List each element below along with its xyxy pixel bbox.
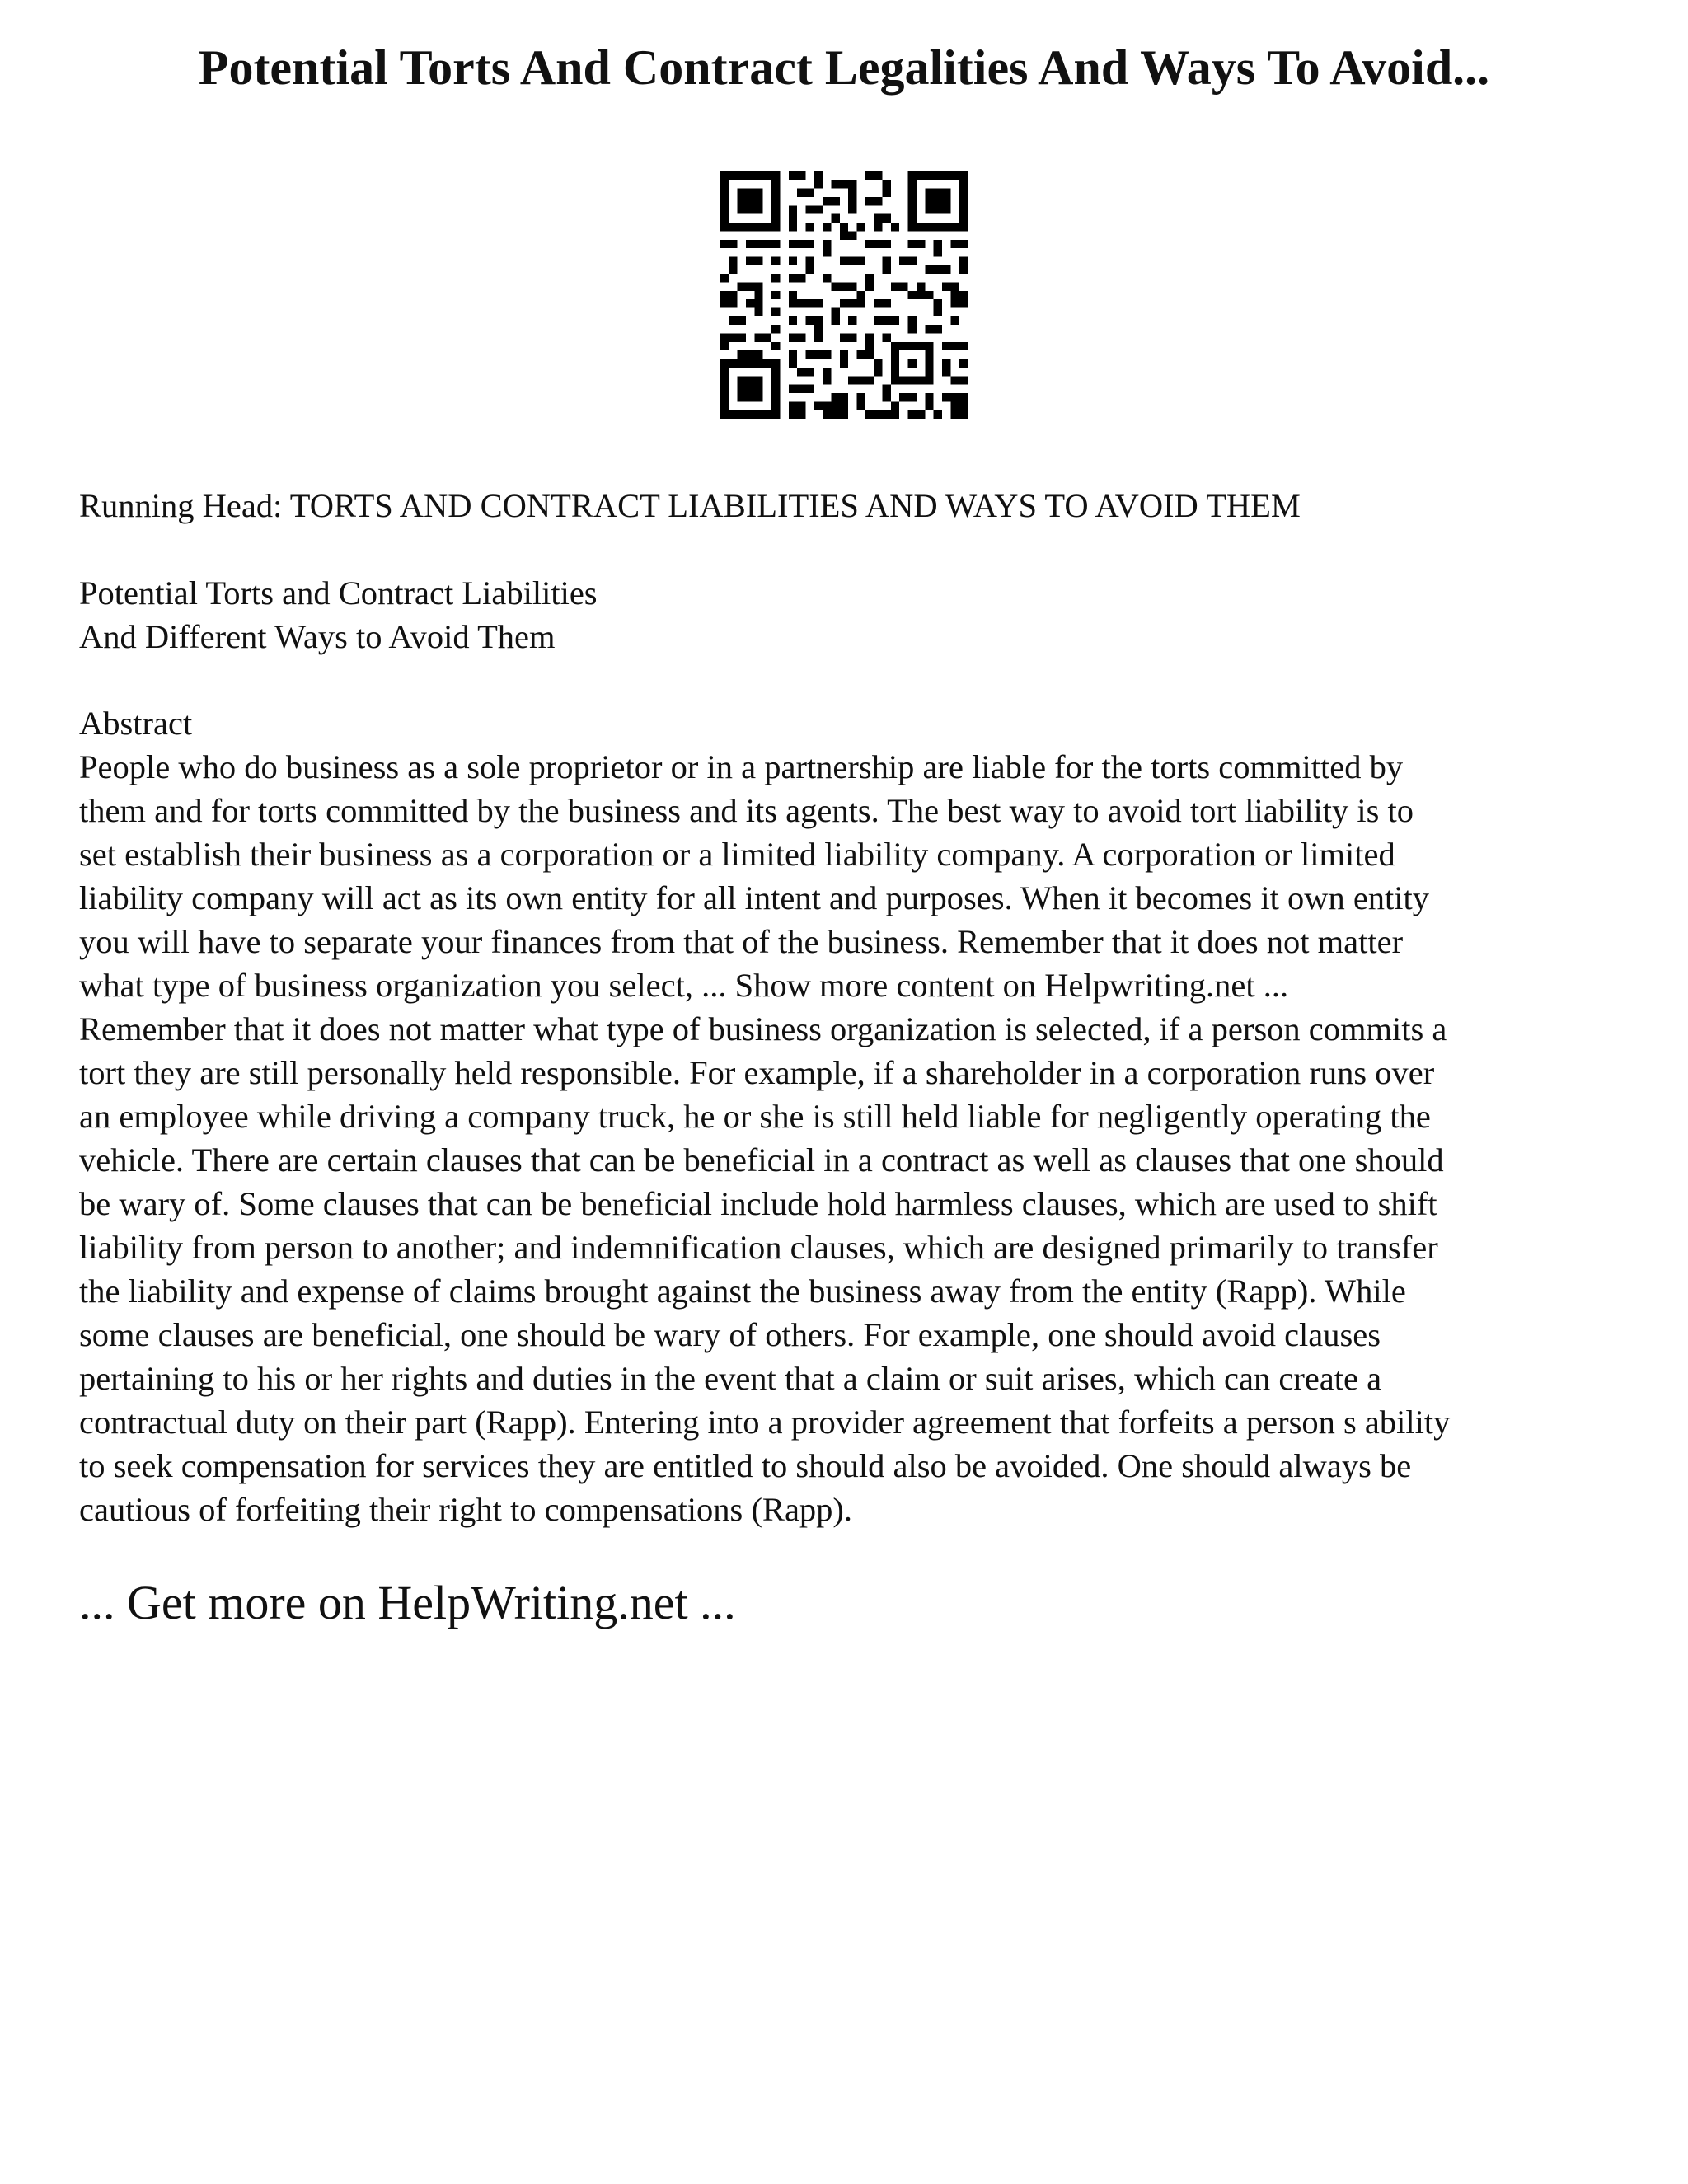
document-subtitle: [79, 571, 1620, 658]
subtitle-line: And Different Ways to Avoid Them: [79, 618, 556, 655]
abstract-body: [79, 745, 1633, 1531]
abstract-line: an employee while driving a company truck, he or she is still held liable for negligently operating the: [79, 1098, 1431, 1135]
get-more-link[interactable]: ... Get more on HelpWriting.net ...: [79, 1576, 736, 1629]
abstract-line: Remember that it does not matter what type of business organization is selected, if a person commits a: [79, 1010, 1447, 1047]
subtitle-line: Potential Torts and Contract Liabilities: [79, 574, 598, 612]
abstract-line: pertaining to his or her rights and duties in the event that a claim or suit arises, which can create a: [79, 1360, 1382, 1397]
abstract-line: them and for torts committed by the business and its agents. The best way to avoid tort liability is to: [79, 792, 1414, 829]
abstract-line: to seek compensation for services they are entitled to should also be avoided. One should always be: [79, 1447, 1412, 1484]
abstract-line: what type of business organization you select, ... Show more content on Helpwriting.net ...: [79, 967, 1289, 1004]
abstract-line: some clauses are beneficial, one should be wary of others. For example, one should avoid clauses: [79, 1316, 1381, 1353]
abstract-line: be wary of. Some clauses that can be beneficial include hold harmless clauses, which are used to shift: [79, 1185, 1437, 1222]
abstract-line: you will have to separate your finances from that of the business. Remember that it does not matter: [79, 923, 1404, 960]
abstract-line: vehicle. There are certain clauses that can be beneficial in a contract as well as clauses that one should: [79, 1141, 1444, 1179]
abstract-line: tort they are still personally held responsible. For example, if a shareholder in a corporation runs over: [79, 1054, 1435, 1091]
abstract-line: People who do business as a sole proprietor or in a partnership are liable for the torts committed by: [79, 748, 1404, 785]
abstract-line: cautious of forfeiting their right to compensations (Rapp).: [79, 1491, 853, 1528]
abstract-line: liability company will act as its own entity for all intent and purposes. When it becomes it own entity: [79, 879, 1430, 916]
abstract-line: set establish their business as a corporation or a limited liability company. A corporation or limited: [79, 836, 1395, 873]
qr-code-icon: [720, 171, 968, 419]
document-title: Potential Torts And Contract Legalities And Ways To Avoid...: [198, 40, 1490, 95]
abstract-line: the liability and expense of claims brought against the business away from the entity (Rapp). While: [79, 1272, 1406, 1310]
running-head: Running Head: TORTS AND CONTRACT LIABILITIES AND WAYS TO AVOID THEM: [79, 487, 1301, 524]
abstract-line: liability from person to another; and indemnification clauses, which are designed primarily to transfer: [79, 1229, 1438, 1266]
abstract-line: contractual duty on their part (Rapp). Entering into a provider agreement that forfeits a person s ability: [79, 1404, 1451, 1441]
abstract-heading: Abstract: [79, 705, 193, 742]
